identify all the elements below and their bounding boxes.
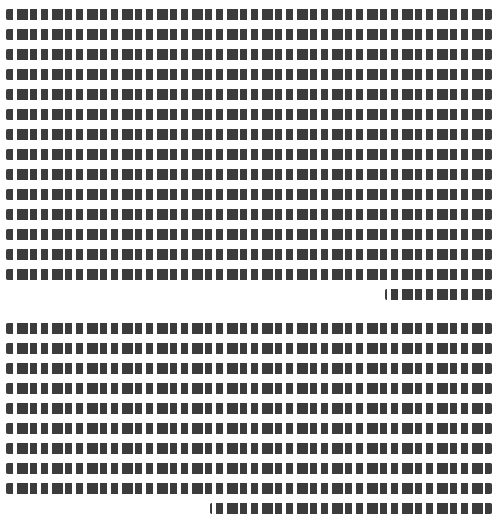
- text-line: [6, 44, 492, 64]
- text-line: [6, 104, 492, 124]
- text-line-content: [6, 44, 492, 64]
- text-line: [6, 338, 492, 358]
- text-line-content: [6, 284, 492, 304]
- text-line: [6, 378, 492, 398]
- text-line: [6, 458, 492, 478]
- text-line: [6, 24, 492, 44]
- text-line-content: [6, 184, 492, 204]
- text-line-content: [6, 24, 492, 44]
- text-line-content: [6, 478, 492, 498]
- text-line: [6, 398, 492, 418]
- text-line: [6, 164, 492, 184]
- text-line: [6, 284, 492, 304]
- text-line-content: [6, 498, 492, 518]
- text-line-content: [6, 378, 492, 398]
- text-line-content: [6, 124, 492, 144]
- text-line-content: [6, 224, 492, 244]
- text-line: [6, 124, 492, 144]
- text-line-content: [6, 204, 492, 224]
- text-line-content: [6, 318, 492, 338]
- text-line: [6, 498, 492, 518]
- text-line: [6, 438, 492, 458]
- text-line-content: [6, 264, 492, 284]
- text-line-content: [6, 144, 492, 164]
- text-line: [6, 418, 492, 438]
- text-line: [6, 204, 492, 224]
- text-line: [6, 478, 492, 498]
- text-line-content: [6, 418, 492, 438]
- text-line: [6, 184, 492, 204]
- text-line: [6, 244, 492, 264]
- paragraph-2: [6, 318, 492, 518]
- text-line: [6, 224, 492, 244]
- text-line-content: [6, 164, 492, 184]
- text-line-content: [6, 104, 492, 124]
- text-line-content: [6, 84, 492, 104]
- text-line-content: [6, 458, 492, 478]
- text-line-content: [6, 358, 492, 378]
- text-line: [6, 84, 492, 104]
- paragraph-1: [6, 4, 492, 304]
- text-line-content: [6, 244, 492, 264]
- text-line-content: [6, 4, 492, 24]
- text-line: [6, 4, 492, 24]
- text-line: [6, 318, 492, 338]
- text-line-content: [6, 64, 492, 84]
- text-line: [6, 358, 492, 378]
- text-line: [6, 144, 492, 164]
- text-line: [6, 264, 492, 284]
- text-line-content: [6, 398, 492, 418]
- text-line: [6, 64, 492, 84]
- text-line-content: [6, 338, 492, 358]
- text-line-content: [6, 438, 492, 458]
